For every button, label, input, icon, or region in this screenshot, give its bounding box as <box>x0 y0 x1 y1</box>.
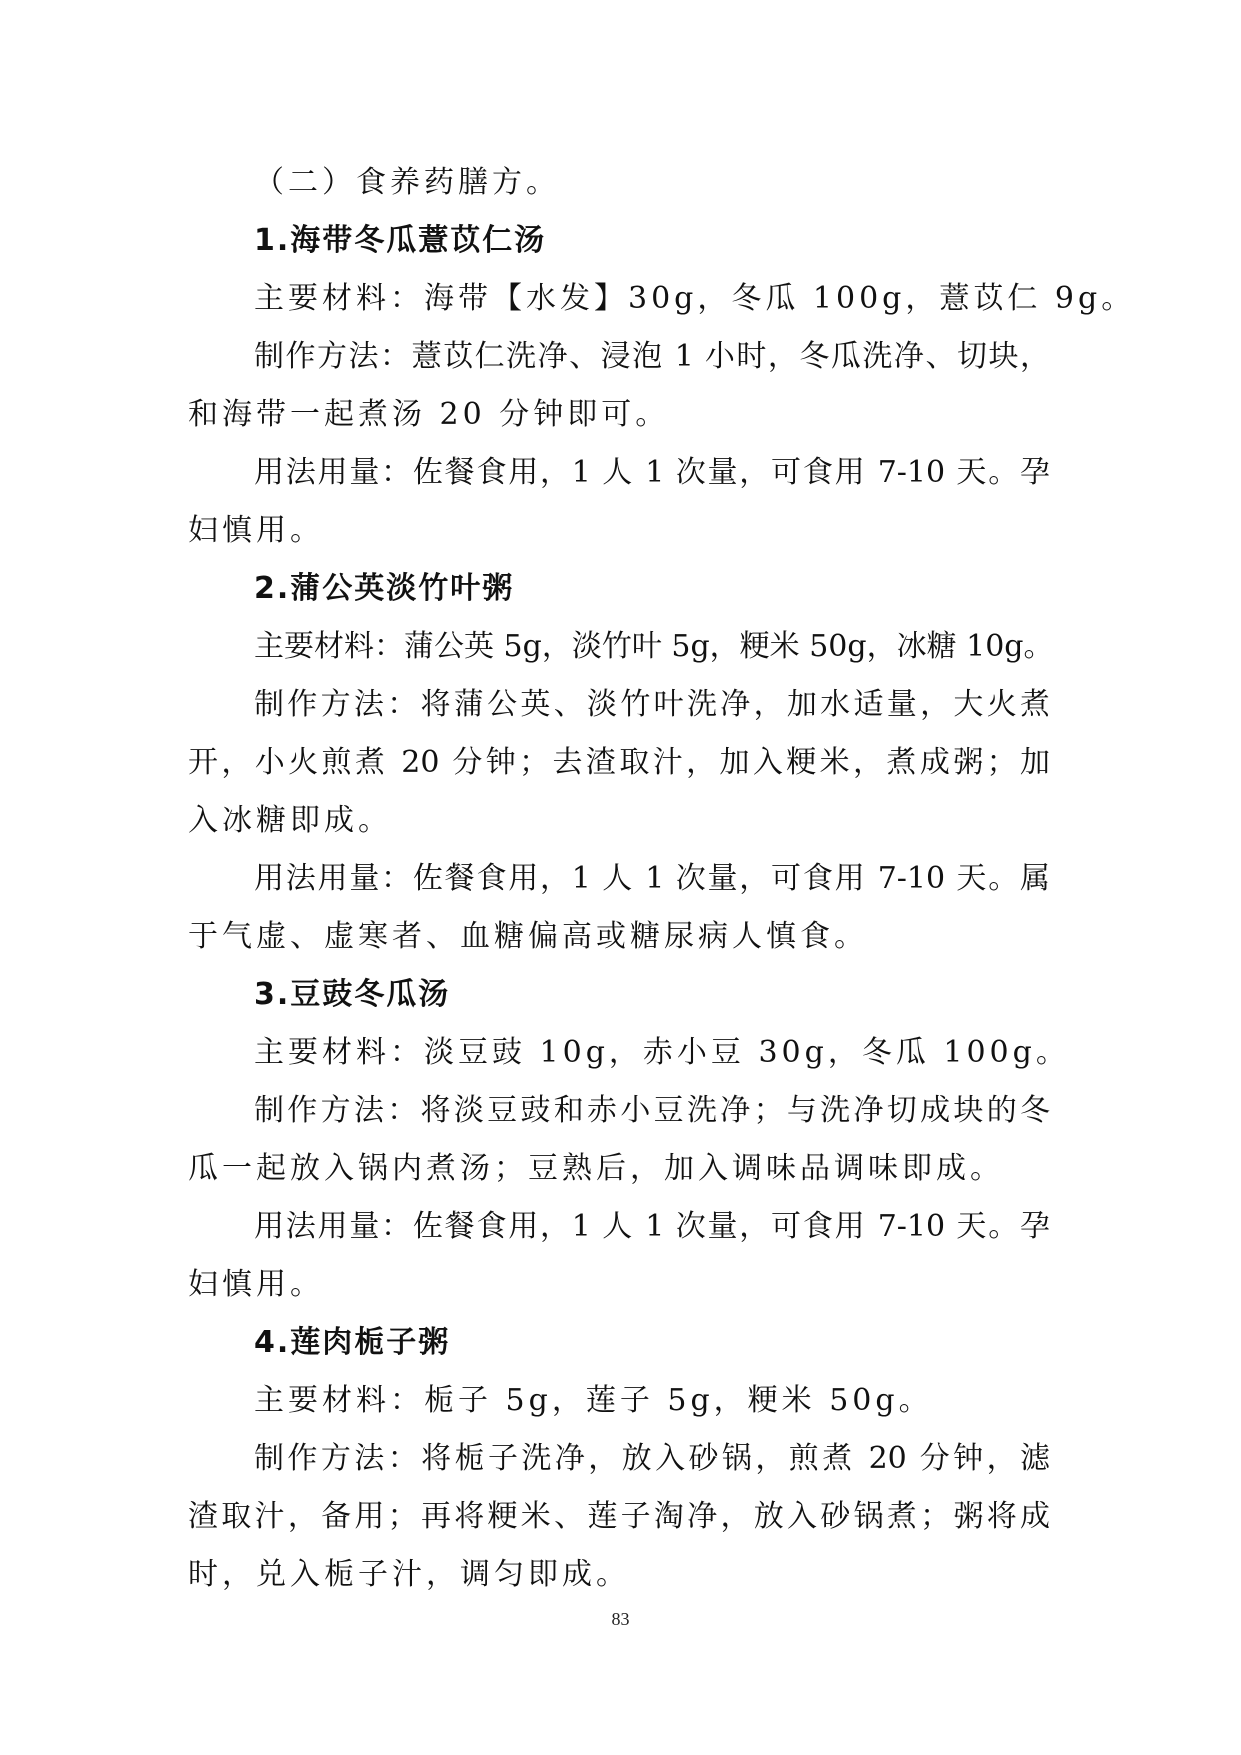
recipe-usage-line: 用法用量：佐餐食用，1 人 1 次量，可食用 7-10 天。孕 <box>254 1209 1050 1244</box>
recipe-materials: 主要材料：蒲公英 5g，淡竹叶 5g，粳米 50g，冰糖 10g。 <box>254 629 1054 664</box>
recipe-method-line: 渣取汁，备用；再将粳米、莲子淘净，放入砂锅煮；粥将成 <box>188 1499 1050 1534</box>
recipe-materials: 主要材料：海带【水发】30g，冬瓜 100g，薏苡仁 9g。 <box>254 281 1136 316</box>
recipe-3 <box>188 966 1070 1314</box>
page-number: 83 <box>611 1609 630 1629</box>
recipe-method-line: 时，兑入栀子汁，调匀即成。 <box>188 1557 630 1592</box>
recipe-method-line: 和海带一起煮汤 20 分钟即可。 <box>188 397 670 432</box>
recipe-method-line: 制作方法：薏苡仁洗净、浸泡 1 小时，冬瓜洗净、切块， <box>254 339 1050 374</box>
recipe-method-line: 入冰糖即成。 <box>188 803 392 838</box>
recipe-method-line: 瓜一起放入锅内煮汤；豆熟后，加入调味品调味即成。 <box>188 1151 1004 1186</box>
recipe-method-line: 开，小火煎煮 20 分钟；去渣取汁，加入粳米，煮成粥；加 <box>188 745 1050 780</box>
section-title: （二）食养药膳方。 <box>254 165 560 200</box>
recipe-1 <box>188 212 1136 560</box>
recipe-method-line: 制作方法：将蒲公英、淡竹叶洗净，加水适量，大火煮 <box>254 687 1050 722</box>
recipe-usage-line: 于气虚、虚寒者、血糖偏高或糖尿病人慎食。 <box>188 919 868 954</box>
recipe-materials: 主要材料：淡豆豉 10g，赤小豆 30g，冬瓜 100g。 <box>254 1035 1070 1070</box>
recipe-usage-line: 用法用量：佐餐食用，1 人 1 次量，可食用 7-10 天。属 <box>254 861 1050 896</box>
recipe-title: 3.豆豉冬瓜汤 <box>254 977 451 1012</box>
recipe-title: 2.蒲公英淡竹叶粥 <box>254 571 515 606</box>
recipe-usage-line: 妇慎用。 <box>188 1267 324 1302</box>
recipe-usage-line: 妇慎用。 <box>188 513 324 548</box>
recipe-method-line: 制作方法：将栀子洗净，放入砂锅，煎煮 20 分钟，滤 <box>254 1441 1050 1476</box>
recipe-usage-line: 用法用量：佐餐食用，1 人 1 次量，可食用 7-10 天。孕 <box>254 455 1050 490</box>
page-body <box>188 154 1136 1604</box>
recipe-materials: 主要材料：栀子 5g，莲子 5g，粳米 50g。 <box>254 1383 933 1418</box>
recipe-title: 4.莲肉栀子粥 <box>254 1325 451 1360</box>
recipe-method-line: 制作方法：将淡豆豉和赤小豆洗净；与洗净切成块的冬 <box>254 1093 1050 1128</box>
recipe-2 <box>188 560 1054 966</box>
recipe-title: 1.海带冬瓜薏苡仁汤 <box>254 223 547 258</box>
recipe-4 <box>188 1314 1050 1604</box>
